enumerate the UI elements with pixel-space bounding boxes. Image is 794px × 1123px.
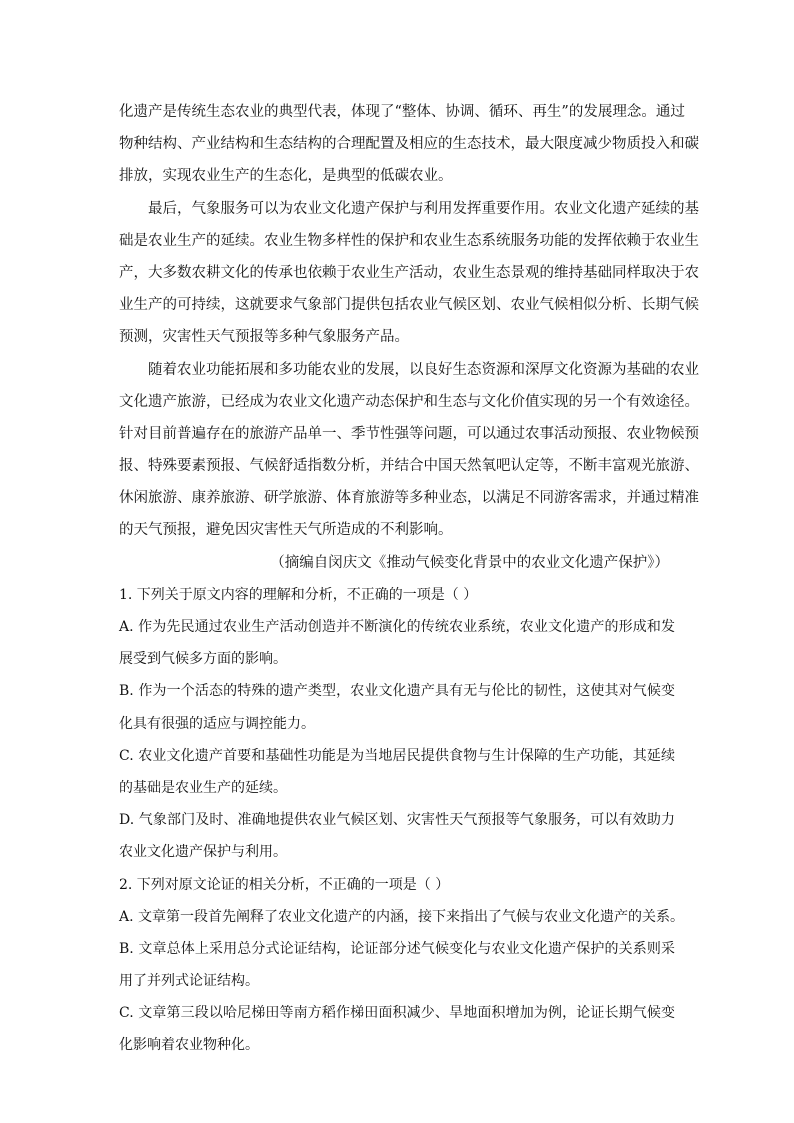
paragraph-line: 排放，实现农业生产的生态化，是典型的低碳农业。 [119,168,453,185]
paragraph-line: 报、特殊要素预报、气候舒适指数分析，并结合中国天然氧吧认定等，不断丰富观光旅游、 [119,458,699,475]
paragraph-2 [119,193,699,354]
paragraph-line: 随着农业功能拓展和多功能农业的发展，以良好生态资源和深厚文化资源为基础的农业 [148,361,699,378]
paragraph-line: 的天气预报，避免因灾害性天气所造成的不利影响。 [119,522,453,539]
option-line: D. 气象部门及时、准确地提供农业气候区划、灾害性天气预报等气象服务，可以有效助力 [119,812,675,829]
paragraph-line: 化遗产是传统生态农业的典型代表，体现了“整体、协调、循环、再生”的发展理念。通过 [119,104,685,120]
question-1 [119,579,675,869]
paragraph-line: 础是农业生产的延续。农业生物多样性的保护和农业生态系统服务功能的发挥依赖于农业生 [119,232,699,249]
paragraph-line: 预测，灾害性天气预报等多种气象服务产品。 [119,329,409,346]
document-page [119,96,699,1062]
option-line: 的基础是农业生产的延续。 [119,779,287,796]
question-stem: 2. 下列对原文论证的相关分析，不正确的一项是（ ） [119,876,450,893]
option-c [119,997,675,1061]
option-line: 农业文化遗产保护与利用。 [119,844,287,861]
option-line: 化影响着农业物种化。 [119,1037,259,1054]
option-line: 用了并列式论证结构。 [119,973,259,990]
option-b [119,675,675,739]
option-d [119,804,675,868]
option-line: C. 农业文化遗产首要和基础性功能是为当地居民提供食物与生计保障的生产功能，其延续 [119,747,675,764]
option-a [119,611,675,675]
paragraph-line: 休闲旅游、康养旅游、研学旅游、体育旅游等多种业态，以满足不同游客需求，并通过精准 [119,490,699,507]
option-line: C. 文章第三段以哈尼梯田等南方稻作梯田面积减少、旱地面积增加为例，论证长期气候变 [119,1005,675,1022]
question-stem: 1. 下列关于原文内容的理解和分析，不正确的一项是（ ） [119,586,478,603]
option-line: A. 文章第一段首先阐释了农业文化遗产的内涵，接下来指出了气候与农业文化遗产的关系。 [119,908,685,925]
option-line: 展受到气候多方面的影响。 [119,651,287,668]
paragraph-line: 业生产的可持续，这就要求气象部门提供包括农业气候区划、农业气候相似分析、长期气候 [119,297,699,314]
source-citation: （摘编自闵庆文《推动气候变化背景中的农业文化遗产保护》） [270,554,669,571]
paragraph-line: 物种结构、产业结构和生态结构的合理配置及相应的生态技术，最大限度减少物质投入和碳 [119,136,699,153]
paragraph-line: 针对目前普遍存在的旅游产品单一、季节性强等问题，可以通过农事活动预报、农业物候预 [119,425,699,442]
option-line: A. 作为先民通过农业生产活动创造并不断演化的传统农业系统，农业文化遗产的形成和发 [119,619,675,635]
paragraph-line: 产，大多数农耕文化的传承也依赖于农业生产活动，农业生态景观的维持基础同样取决于农 [119,264,699,281]
question-2 [119,869,685,1062]
option-a [119,901,685,933]
paragraph-line: 最后，气象服务可以为农业文化遗产保护与利用发挥重要作用。农业文化遗产延续的基 [148,200,699,217]
paragraph-1 [119,96,699,193]
option-line: 化具有很强的适应与调控能力。 [119,715,315,732]
option-line: B. 作为一个活态的特殊的遗产类型，农业文化遗产具有无与伦比的韧性，这使其对气候变 [119,683,675,700]
option-c [119,740,675,804]
option-line: B. 文章总体上采用总分式论证结构，论证部分述气候变化与农业文化遗产保护的关系则采 [119,940,675,957]
paragraph-line: 文化遗产旅游，已经成为农业文化遗产动态保护和生态与文化价值实现的另一个有效途径。 [119,393,699,410]
paragraph-3 [119,354,699,547]
option-b [119,933,675,997]
